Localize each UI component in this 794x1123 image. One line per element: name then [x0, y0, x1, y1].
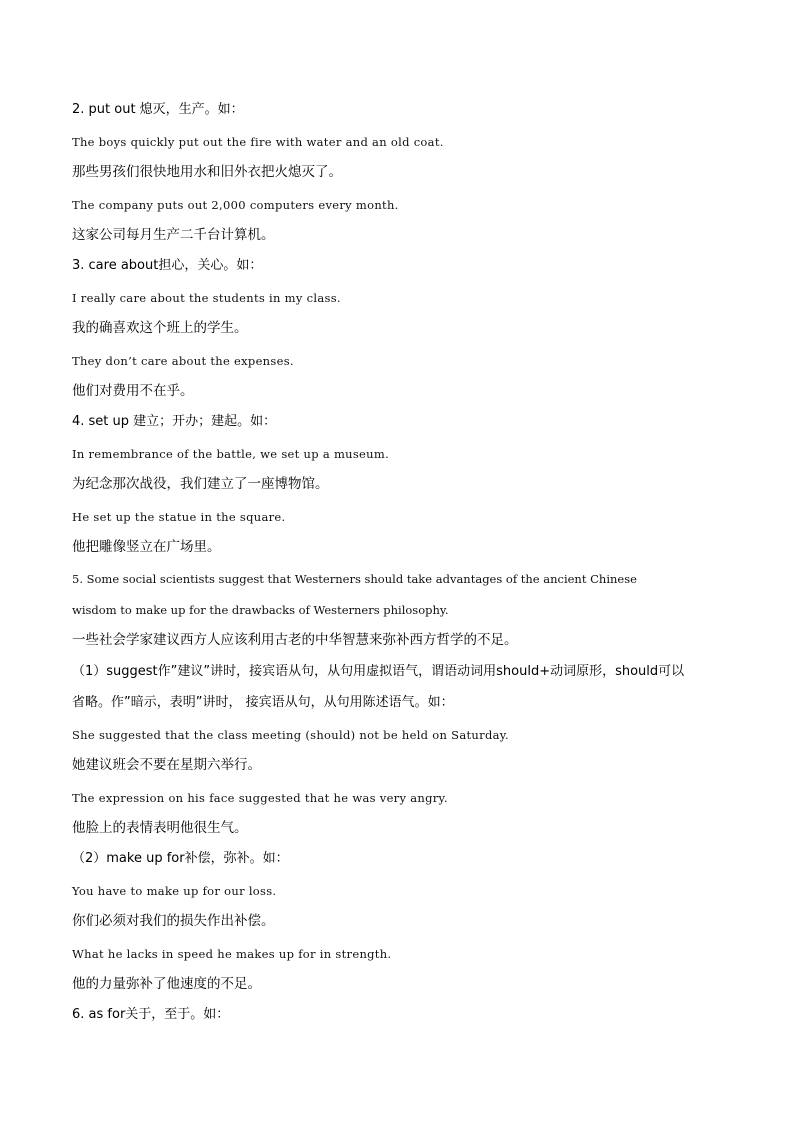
heading-put-out: 2. put out 熄灭，生产。如： — [72, 102, 244, 117]
example-sentence-en: The expression on his face suggested that he was very angry. — [72, 791, 448, 805]
example-sentence-zh: 一些社会学家建议西方人应该利用古老的中华智慧来弥补西方哲学的不足。 — [72, 632, 518, 648]
example-sentence-zh: 他脸上的表情表明他很生气。 — [72, 820, 248, 836]
example-sentence-en: She suggested that the class meeting (should) not be held on Saturday. — [72, 728, 509, 742]
example-sentence-zh: 她建议班会不要在星期六举行。 — [72, 757, 261, 773]
example-sentence-zh: 为纪念那次战役，我们建立了一座博物馆。 — [72, 476, 329, 492]
heading-make-up-for: （2）make up for补偿，弥补。如： — [72, 851, 289, 866]
example-sentence-zh: 他们对费用不在乎。 — [72, 383, 194, 399]
heading-sentence-5-line-1: 5. Some social scientists suggest that Westerners should take advantages of the ancient Chinese — [72, 572, 637, 586]
heading-care-about: 3. care about担心，关心。如： — [72, 258, 263, 273]
example-sentence-zh: 我的确喜欢这个班上的学生。 — [72, 320, 248, 336]
heading-sentence-5-line-2: wisdom to make up for the drawbacks of Westerners philosophy. — [72, 603, 449, 617]
example-sentence-en: The boys quickly put out the fire with water and an old coat. — [72, 135, 444, 149]
example-sentence-en: What he lacks in speed he makes up for in strength. — [72, 947, 392, 961]
example-sentence-zh: 他的力量弥补了他速度的不足。 — [72, 976, 261, 992]
example-sentence-zh: 你们必须对我们的损失作出补偿。 — [72, 913, 275, 929]
example-sentence-zh: 这家公司每月生产二千台计算机。 — [72, 227, 275, 243]
note-suggest-line-1: （1）suggest作”建议”讲时，接宾语从句，从句用虚拟语气，谓语动词用should+动词原形，should可以 — [72, 664, 685, 679]
example-sentence-en: You have to make up for our loss. — [72, 884, 277, 898]
example-sentence-en: The company puts out 2,000 computers every month. — [72, 198, 399, 212]
example-sentence-zh: 他把雕像竖立在广场里。 — [72, 539, 221, 555]
example-sentence-en: They don’t care about the expenses. — [72, 354, 294, 368]
example-sentence-en: He set up the statue in the square. — [72, 510, 286, 524]
note-suggest-line-2: 省略。作”暗示，表明”讲时， 接宾语从句，从句用陈述语气。如： — [72, 695, 454, 710]
example-sentence-zh: 那些男孩们很快地用水和旧外衣把火熄灭了。 — [72, 164, 342, 180]
heading-set-up: 4. set up 建立；开办；建起。如： — [72, 414, 277, 429]
example-sentence-en: In remembrance of the battle, we set up a museum. — [72, 447, 390, 461]
heading-as-for: 6. as for关于，至于。如： — [72, 1007, 230, 1022]
example-sentence-en: I really care about the students in my class. — [72, 291, 341, 305]
